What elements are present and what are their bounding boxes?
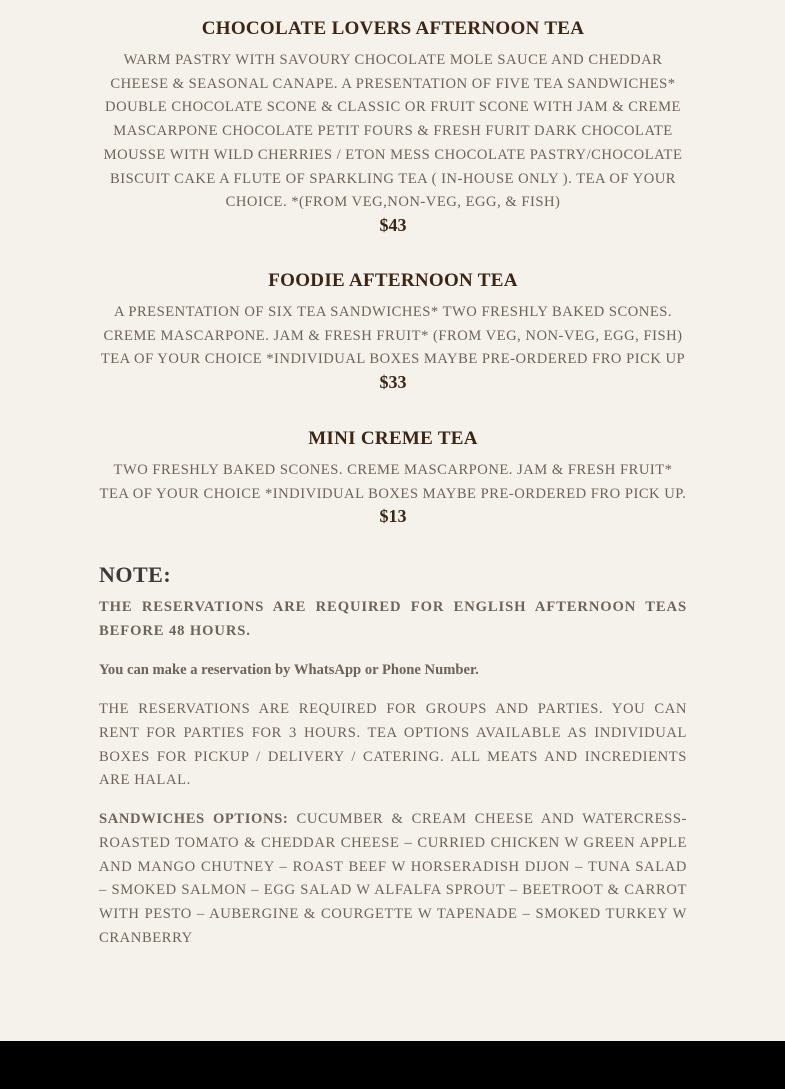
note-sandwiches-options: [99, 808, 687, 951]
note-reservations-required: THE RESERVATIONS ARE REQUIRED FOR ENGLISH AFTERNOON TEAS BEFORE 48 HOURS.: [99, 599, 687, 639]
menu-item-price: $33: [379, 372, 407, 393]
note-heading: NOTE:: [99, 562, 172, 587]
menu-item-title: MINI CREME TEA: [308, 428, 478, 449]
menu-item-chocolate-lovers: [99, 17, 687, 235]
menu-item-mini-creme: [99, 427, 687, 526]
menu-item-description: TWO FRESHLY BAKED SCONES. CREME MASCARPONE. JAM & FRESH FRUIT* TEA OF YOUR CHOICE *INDIVIDUAL BOXES MAYBE PRE-ORDERED FRO PICK UP.: [99, 462, 687, 502]
menu-item-description: A PRESENTATION OF SIX TEA SANDWICHES* TWO FRESHLY BAKED SCONES. CREME MASCARPONE. JAM & FRESH FRUIT* (FROM VEG, NON-VEG, EGG, FISH) TEA OF YOUR CHOICE *INDIVIDUAL BOXES MAYBE PRE-ORDERED FRO PICK UP: [100, 304, 686, 368]
menu-item-foodie: [99, 269, 687, 392]
footer-bar: [0, 1041, 785, 1089]
menu-item-description: WARM PASTRY WITH SAVOURY CHOCOLATE MOLE SAUCE AND CHEDDAR CHEESE & SEASONAL CANAPE. A PRESENTATION OF FIVE TEA SANDWICHES* DOUBLE CHOCOLATE SCONE & CLASSIC OR FRUIT SCONE WITH JAM & CREME MASCARPONE CHOCOLATE PETIT FOURS & FRESH FURIT DARK CHOCOLATE MOUSSE WITH WILD CHERRIES / ETON MESS CHOCOLATE PASTRY/CHOCOLATE BISCUIT CAKE A FLUTE OF SPARKLING TEA ( IN-HOUSE ONLY ). TEA OF YOUR CHOICE. *(FROM VEG,NON-VEG, EGG, & FISH): [103, 52, 683, 211]
sandwiches-options-label: SANDWICHES OPTIONS:: [99, 811, 289, 827]
note-reservation-channels: You can make a reservation by WhatsApp or Phone Number.: [99, 662, 479, 678]
menu-item-title: CHOCOLATE LOVERS AFTERNOON TEA: [201, 18, 585, 39]
note-groups-and-parties: THE RESERVATIONS ARE REQUIRED FOR GROUPS AND PARTIES. YOU CAN RENT FOR PARTIES FOR 3 HOURS. TEA OPTIONS AVAILABLE AS INDIVIDUAL BOXES FOR PICKUP / DELIVERY / CATERING. ALL MEATS AND INCREDIENTS ARE HALAL.: [99, 701, 687, 789]
menu-item-price: $43: [379, 214, 407, 235]
menu-item-price: $13: [379, 506, 407, 527]
menu-item-title: FOODIE AFTERNOON TEA: [268, 270, 518, 291]
sandwiches-options-list: CUCUMBER & CREAM CHEESE AND WATERCRESS- ROASTED TOMATO & CHEDDAR CHEESE – CURRIED CHICKEN W GREEN APPLE AND MANGO CHUTNEY – ROAST BEEF W HORSERADISH DIJON – TUNA SALAD – SMOKED SALMON – EGG SALAD W ALFALFA SPROUT – BEETROOT & CARROT WITH PESTO – AUBERGINE & COURGETTE W TAPENADE – SMOKED TURKEY W CRANBERRY: [99, 811, 688, 946]
